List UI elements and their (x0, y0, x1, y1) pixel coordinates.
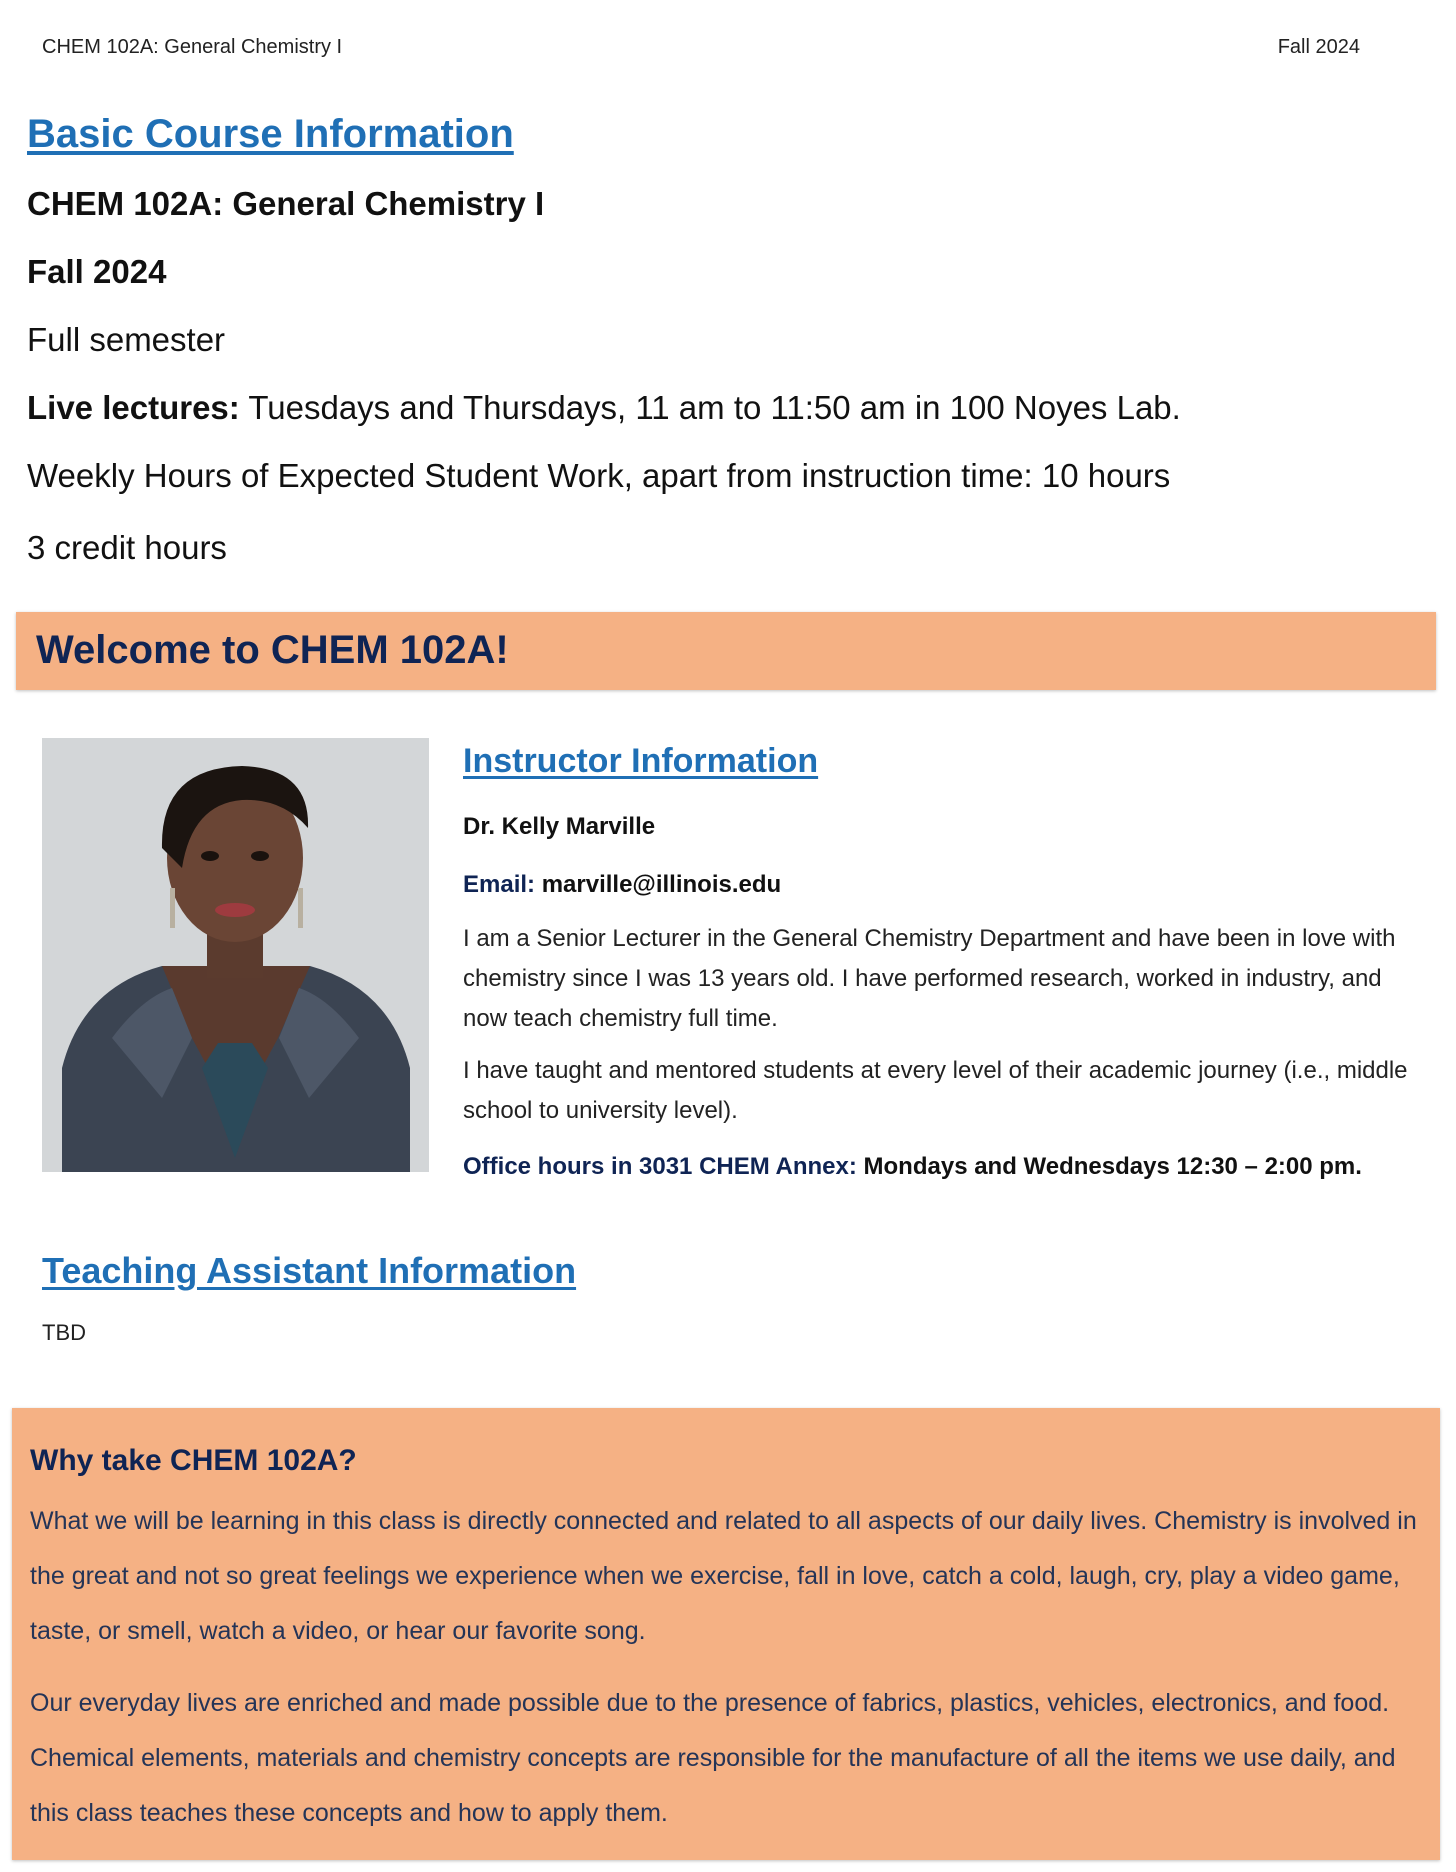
live-lectures-label: Live lectures: (27, 388, 240, 426)
office-hours-label: Office hours in 3031 CHEM Annex: (463, 1153, 857, 1180)
ta-heading: Teaching Assistant Information (42, 1250, 577, 1291)
welcome-title: Welcome to CHEM 102A! (36, 628, 509, 672)
ta-value: TBD (42, 1320, 86, 1345)
live-lectures-value: Tuesdays and Thursdays, 11 am to 11:50 am in 100 Noyes Lab. (239, 388, 1181, 426)
instructor-name: Dr. Kelly Marville (463, 813, 656, 840)
office-hours-value: Mondays and Wednesdays 12:30 – 2:00 pm. (856, 1153, 1362, 1180)
why-take-section (12, 1408, 1440, 1860)
credit-hours: 3 credit hours (27, 528, 227, 566)
instructor-information (463, 742, 1423, 1181)
why-paragraph-2: Our everyday lives are enriched and made possible due to the presence of fabrics, plastics, vehicles, electronics, and food. Chemical elements, materials and chemistry concepts are responsible for the manufacture of all the items we use daily, and this class teaches these concepts and how to apply them. (30, 1689, 1396, 1827)
why-title: Why take CHEM 102A? (30, 1444, 357, 1477)
instructor-photo (42, 738, 429, 1172)
why-paragraph-1: What we will be learning in this class is directly connected and related to all aspects of our daily lives. Chemistry is involved in the great and not so great feelings we experience when we exercise, fall in love, catch a cold, laugh, cry, play a video game, taste, or smell, watch a video, or hear our favorite song. (30, 1507, 1417, 1645)
welcome-banner (16, 612, 1436, 690)
instructor-bio-1: I am a Senior Lecturer in the General Chemistry Department and have been in love with chemistry since I was 13 years old. I have performed research, worked in industry, and now teach chemistry full time. (463, 925, 1396, 1032)
live-lectures (27, 389, 1181, 427)
instructor-heading: Instructor Information (463, 742, 819, 780)
running-header-course: CHEM 102A: General Chemistry I (42, 36, 343, 58)
course-title: CHEM 102A: General Chemistry I (27, 185, 545, 222)
basic-info-heading: Basic Course Information (27, 112, 514, 156)
course-term: Fall 2024 (27, 252, 167, 290)
weekly-hours: Weekly Hours of Expected Student Work, apart from instruction time: 10 hours (27, 456, 1171, 494)
running-header-term: Fall 2024 (1277, 36, 1360, 58)
email-label: Email: (463, 871, 536, 898)
instructor-email (463, 871, 1423, 899)
email-value[interactable]: marville@illinois.edu (535, 871, 782, 898)
running-header (42, 36, 1360, 59)
office-hours (463, 1153, 1423, 1181)
instructor-portrait-image (42, 738, 429, 1172)
course-duration: Full semester (27, 320, 226, 358)
teaching-assistant-information (42, 1250, 576, 1346)
instructor-bio-2: I have taught and mentored students at every level of their academic journey (i.e., middle school to university level). (463, 1057, 1408, 1124)
basic-course-information (27, 112, 1181, 567)
